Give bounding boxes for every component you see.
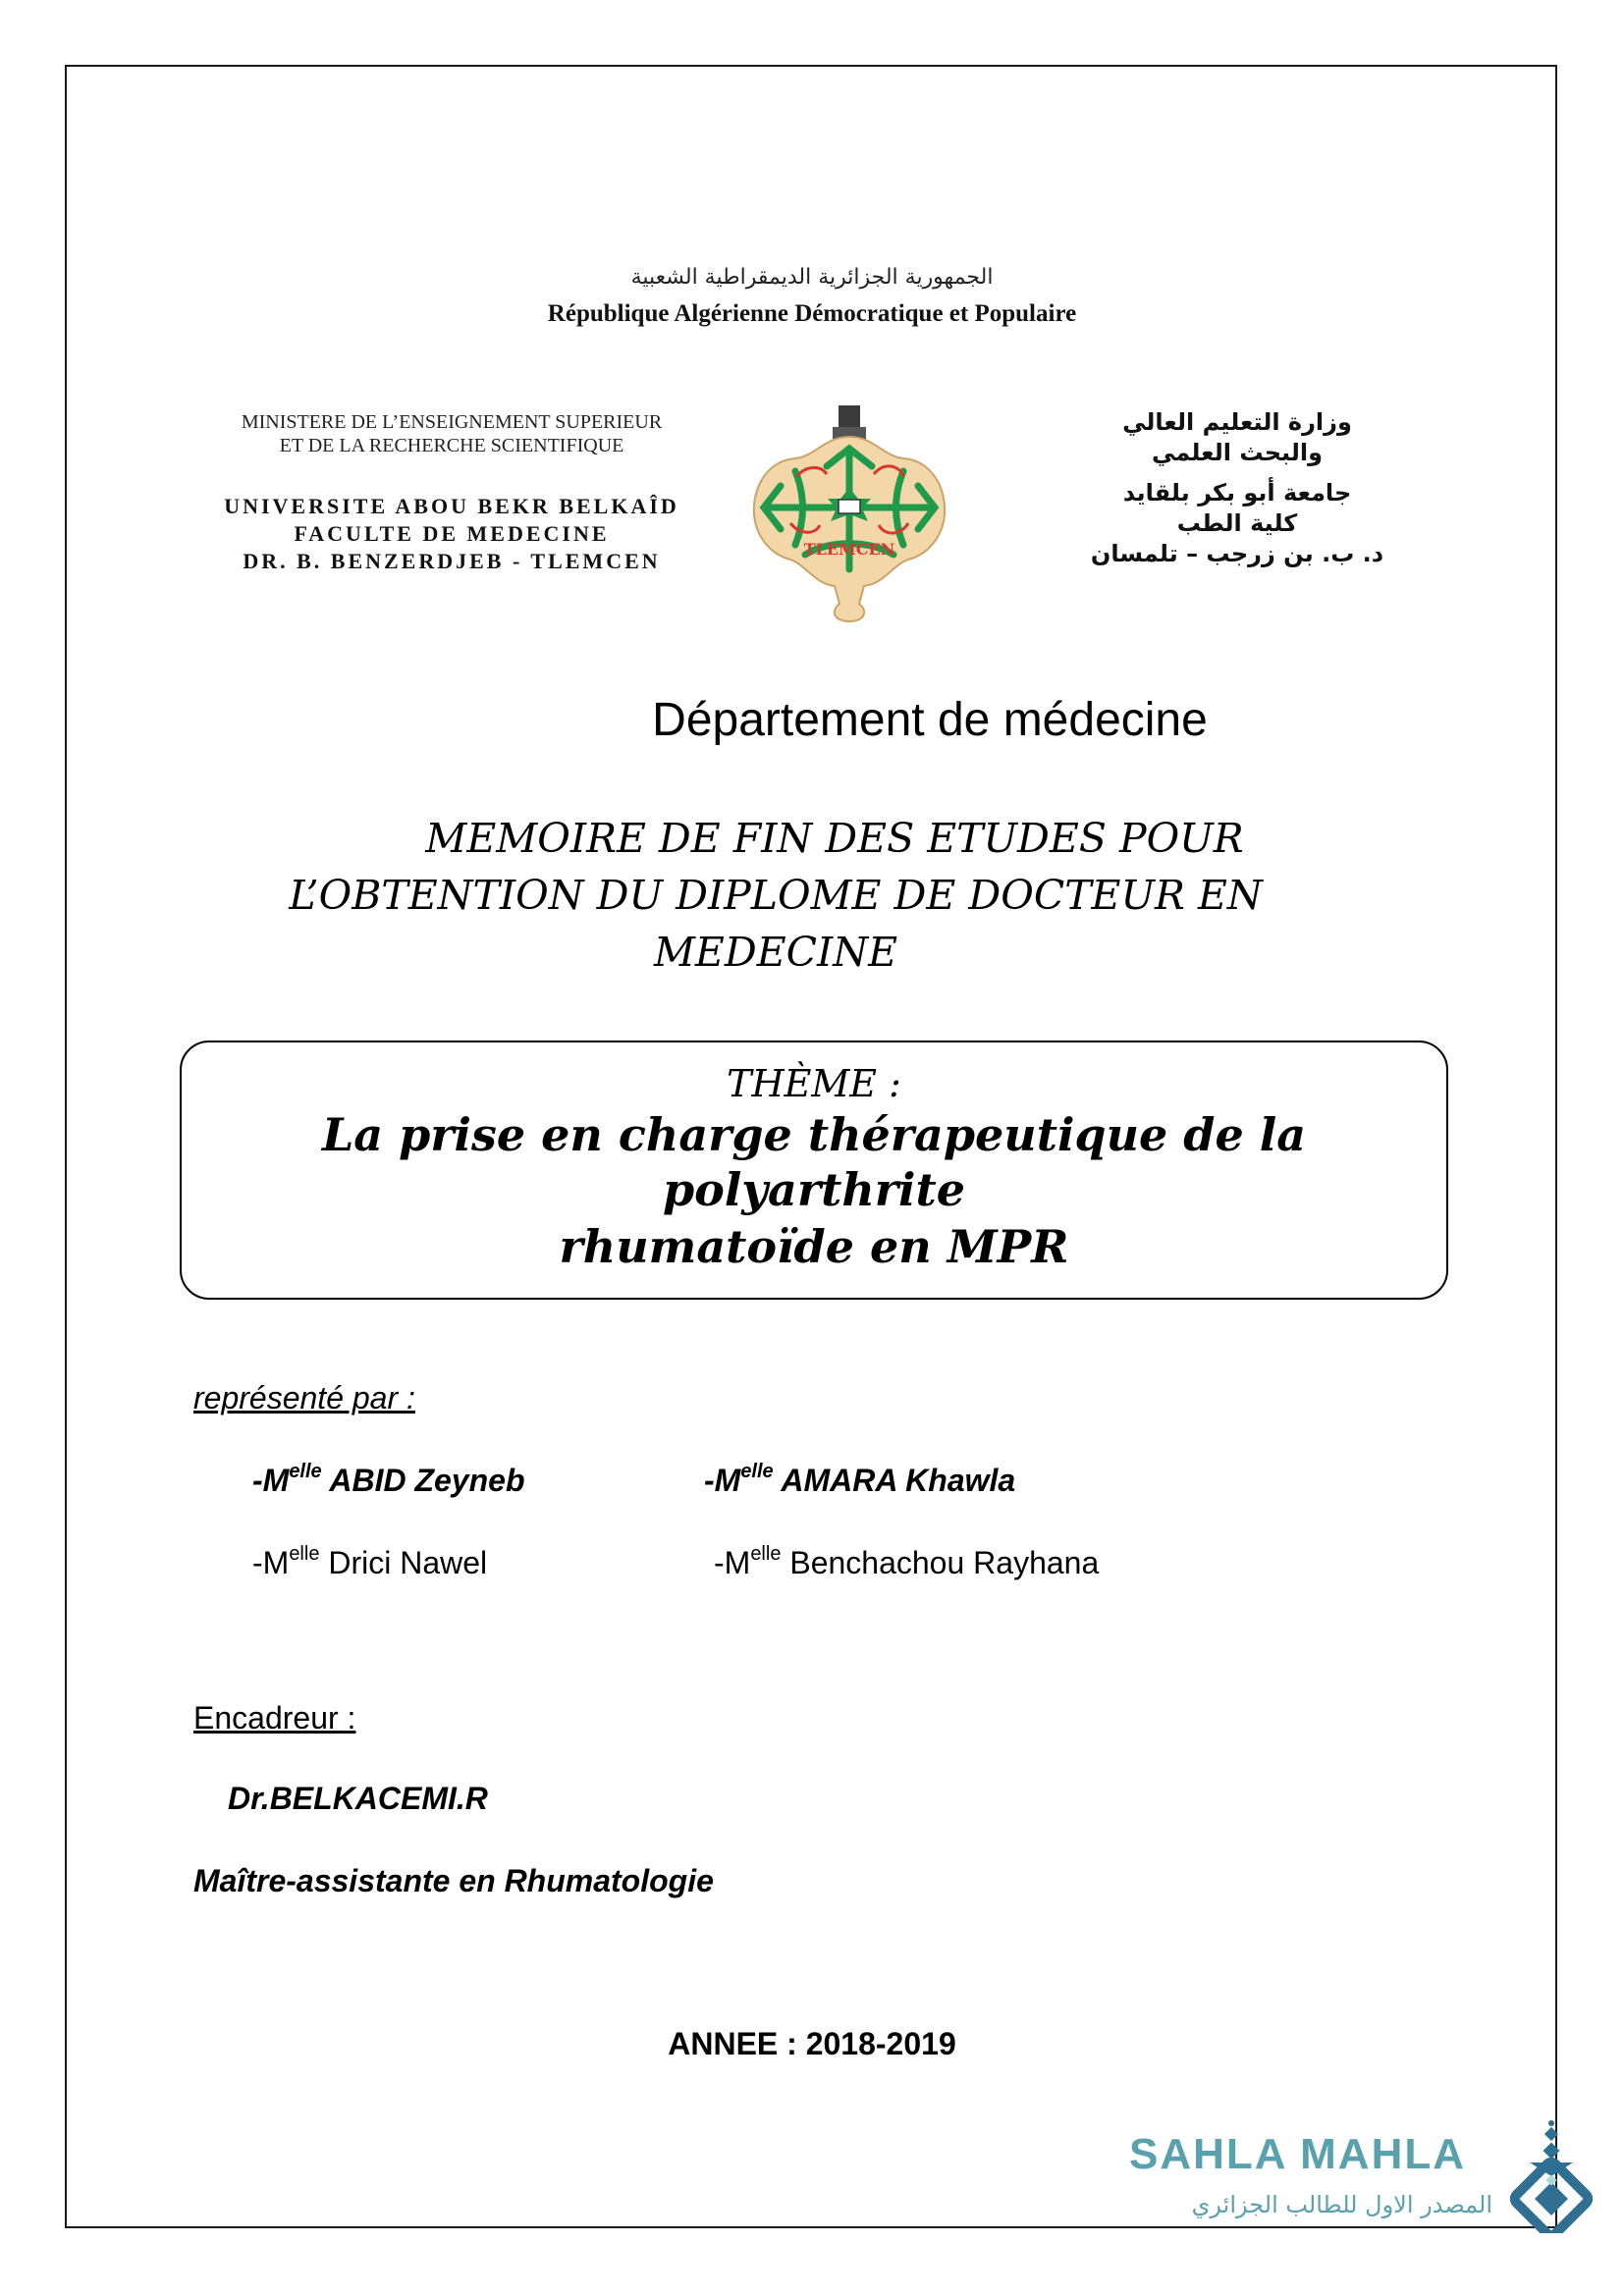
supervisor-role: Maître-assistante en Rhumatologie xyxy=(193,1863,714,1898)
theme-title-line-2: rhumatoïde en MPR xyxy=(559,1220,1069,1273)
academic-year: ANNEE : 2018-2019 xyxy=(668,2026,956,2061)
arabic-ministry-line-1: وزارة التعليم العالي xyxy=(1122,408,1352,436)
theme-title-line-1: La prise en charge thérapeutique de la polyarthrite xyxy=(321,1108,1307,1216)
student-name: $-M^{elle}$ Drici Nawel xyxy=(252,1543,488,1580)
memoire-line-3: MEDECINE xyxy=(653,929,898,976)
ministry-line-1: MINISTERE DE L’ENSEIGNEMENT SUPERIEUR xyxy=(241,411,663,433)
theme-label: THÈME : xyxy=(727,1062,901,1105)
sahla-mahla-logo-icon xyxy=(1502,2115,1600,2233)
french-institution-block xyxy=(187,410,717,575)
supervisor-label: Encadreur : xyxy=(193,1700,356,1735)
student-name: $-M^{elle}$ AMARA Khawla xyxy=(704,1461,1016,1498)
republic-title: République Algérienne Démocratique et Populaire xyxy=(547,300,1077,327)
supervisor-name: Dr.BELKACEMI.R xyxy=(228,1781,488,1816)
university-emblem-icon xyxy=(736,398,962,623)
university-location-line: DR. B. BENZERDJEB - TLEMCEN xyxy=(243,549,661,573)
arabic-ministry-line-2: والبحث العلمي xyxy=(1152,439,1323,466)
university-line-1: UNIVERSITE ABOU BEKR BELKAÎD xyxy=(224,494,679,518)
memoire-heading xyxy=(187,810,1365,981)
arabic-republic-title: الجمهورية الجزائرية الديمقراطية الشعبية xyxy=(630,265,994,290)
arabic-university-line-2: كلية الطب xyxy=(1176,509,1298,537)
faculty-line: FACULTE DE MEDECINE xyxy=(294,521,610,546)
arabic-institution-block xyxy=(1031,407,1443,569)
svg-text:TLEMCEN: TLEMCEN xyxy=(803,540,895,559)
arabic-university-line-3: د. ب. بن زرجب – تلمسان xyxy=(1090,540,1384,567)
ministry-line-2: ET DE LA RECHERCHE SCIENTIFIQUE xyxy=(279,435,624,456)
memoire-line-2: L’OBTENTION DU DIPLOME DE DOCTEUR EN xyxy=(289,872,1263,919)
student-name: $-M^{elle}$ ABID Zeyneb xyxy=(252,1461,525,1498)
watermark-brand: SAHLA MAHLA xyxy=(1129,2130,1466,2178)
watermark-arabic-tagline: المصدر الاول للطالب الجزائري xyxy=(1191,2191,1492,2218)
presented-by-label: représenté par : xyxy=(193,1380,415,1415)
memoire-line-1: MEMOIRE DE FIN DES ETUDES POUR xyxy=(425,815,1244,862)
arabic-university-line-1: جامعة أبو بكر بلقايد xyxy=(1122,479,1352,507)
student-name: $-M^{elle}$ Benchachou Rayhana xyxy=(714,1543,1100,1580)
theme-box xyxy=(180,1041,1448,1300)
department-title: Département de médecine xyxy=(652,694,1208,746)
